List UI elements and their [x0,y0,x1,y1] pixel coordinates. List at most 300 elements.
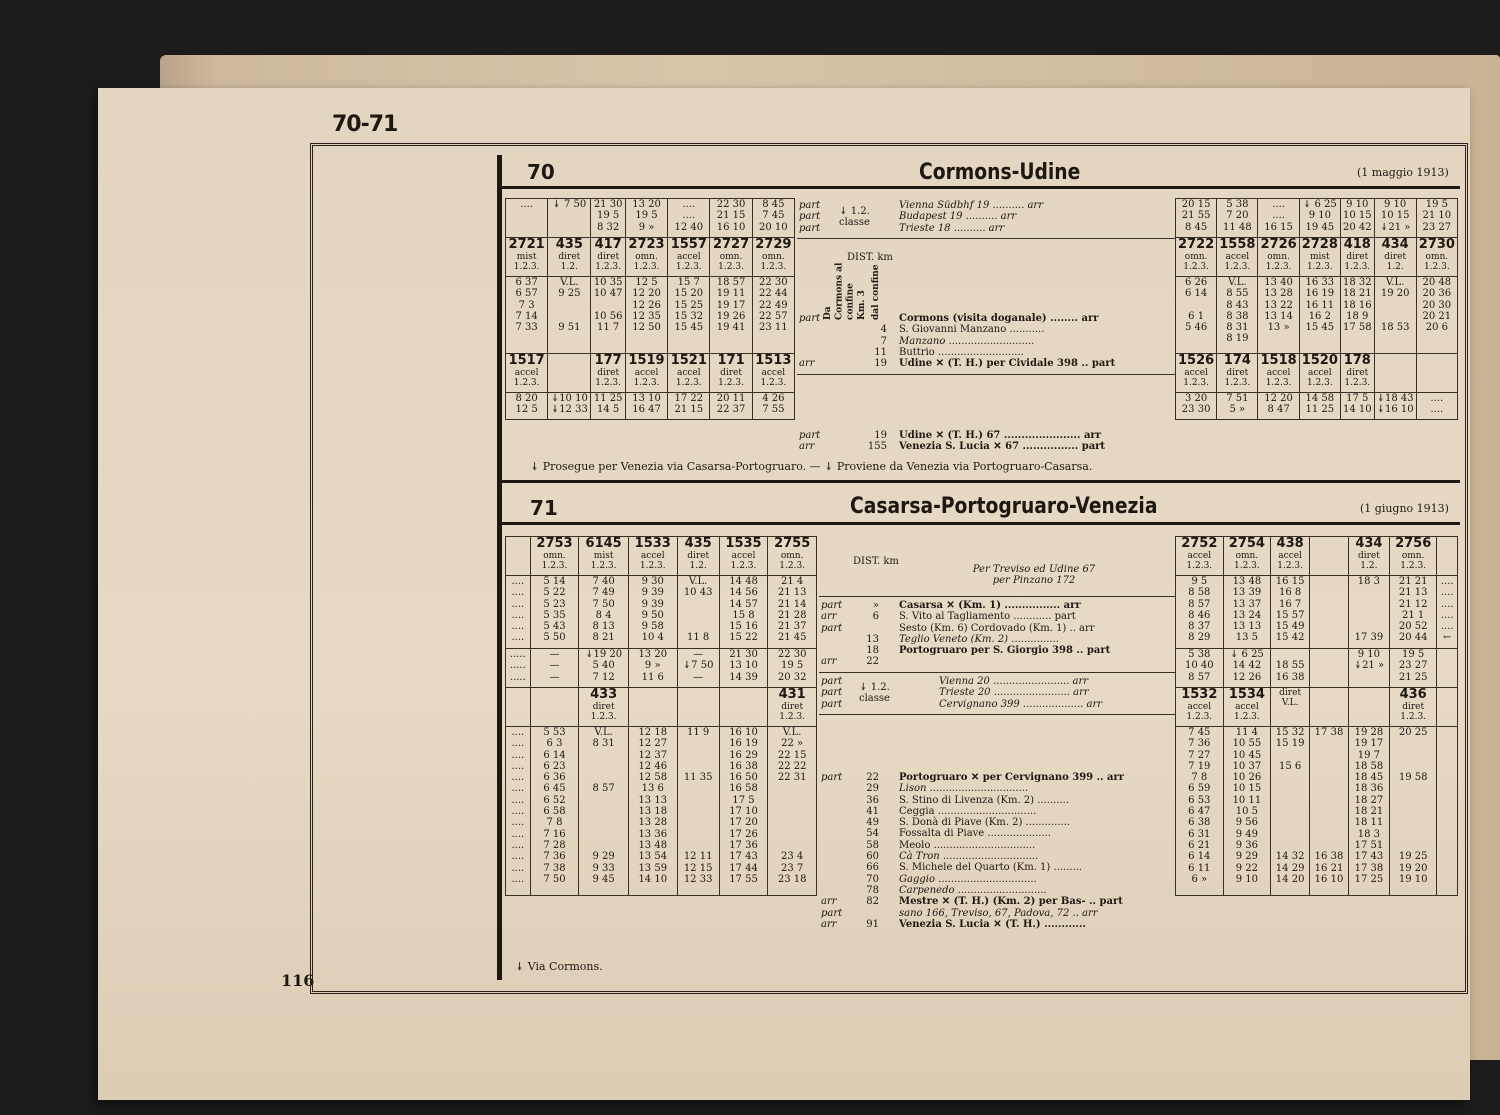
train-header-row [506,354,795,393]
train-header [1223,688,1271,727]
station-s-dona: S. Donà di Piave (Km. 2) .............. [899,817,1071,829]
t70-note: ↡ Prosegue per Venezia via Casarsa-Portogruaro. — ↡ Proviene da Venezia via Portogruaro-Casarsa. [530,460,1093,473]
train-kind: accel [640,551,665,561]
train-cls: 1.2.3. [1186,561,1213,571]
train-header [1176,354,1217,393]
timetable-cell: 21 30 19 5 8 32 [591,199,626,238]
t70-dist-head: DIST. km [847,252,893,263]
timetable-cell: 9 30 9 39 9 39 9 50 9 58 10 4 [628,576,677,649]
train-header [1258,354,1299,393]
train-num: 434 [1381,237,1409,252]
train-kind: omn. [762,252,785,262]
station-portogruaro: Portogruaro per S. Giorgio 398 .. part [899,645,1111,657]
timetable-cell: 18 57 19 11 19 17 19 26 19 41 [710,277,752,354]
t71-intro [919,564,1149,587]
station-ceggia: Ceggia ............................... [899,805,1037,817]
timetable-cell: 22 30 21 15 16 10 [710,199,752,238]
timetable-cell: 21 4 21 13 21 14 21 28 21 37 21 45 [768,576,817,649]
train-kind: diret [687,551,710,561]
train-cls: 1.2.3. [1306,262,1333,272]
timetable-cell: 18 32 18 21 18 16 18 9 17 58 [1340,277,1374,354]
train-kind: diret [1346,252,1369,262]
train-num: 438 [1276,536,1304,551]
timetable-cell: 13 40 13 28 13 22 13 14 13 » [1258,277,1299,354]
train-kind: diret [1346,368,1369,378]
train-header [530,537,579,576]
timetable-cell: V.L. 9 25 9 51 [548,277,591,354]
train-num: 2726 [1260,237,1297,252]
timetable-cell: 9 10 ↡21 » [1348,649,1389,688]
t70-top-class: ↡ 1.2. classe [839,206,870,229]
times-row [506,199,795,238]
t70-bottom-pa: part arr [799,430,821,453]
timetable-cell: 11 9 11 35 12 11 12 15 12 33 [677,727,719,896]
t71-left-table [505,536,817,896]
times-row [506,649,817,688]
t70-dist-col: dal confine [871,264,881,320]
train-cls: 1.2.3. [633,262,660,272]
train-num: 1519 [628,353,665,368]
train-num: 1533 [634,536,671,551]
train-header-row [506,688,817,727]
timetable-cell: 20 48 20 36 20 30 20 21 20 6 [1416,277,1457,354]
train-header [1217,238,1258,277]
timetable-cell: — — — [530,649,579,688]
train-cls: 1.2.3. [590,561,617,571]
station-buttrio: Buttrio ........................... [899,346,1024,358]
timetable-cell: 18 3 17 39 [1348,576,1389,649]
train-cls: 1.2.3. [541,561,568,571]
timetable-cell: .... .... [1416,393,1457,420]
t71-pa2: part arr part arr [821,772,843,930]
train-num: 2722 [1178,237,1215,252]
train-kind: accel [676,368,701,378]
train-header [677,537,719,576]
train-cls: 1.2.3. [1234,712,1260,722]
t70-title: Cormons-Udine [919,160,1081,185]
train-num: 174 [1223,353,1251,368]
times-row [1176,649,1458,688]
train-header [1271,537,1310,576]
train-header [1340,354,1374,393]
timetable-cell: 7 51 5 » [1217,393,1258,420]
timetable-cell [1310,649,1349,688]
train-header [1299,354,1340,393]
times-row [506,576,817,649]
train-num: 1518 [1260,353,1297,368]
train-kind: mist [1309,252,1330,262]
timetable-cell: 12 20 8 47 [1258,393,1299,420]
train-cls: 1.2. [689,561,707,571]
timetable-cell: .... .... .... .... .... .... [506,576,531,649]
t71-pa: part arr part arr [821,600,843,668]
timetable-cell: 5 53 6 3 6 14 6 23 6 36 6 45 6 52 6 58 7 8 7 16 7 28 7 36 7 38 7 50 [530,727,579,896]
t71-stations [899,600,1110,656]
train-kind: diret [781,702,804,712]
timetable-cell: V.L. 10 43 11 8 [677,576,719,649]
train-kind: omn. [635,252,658,262]
train-kind: diret [720,368,742,378]
times-row [1176,277,1458,354]
station-manzano: Manzano ........................... [899,335,1035,347]
train-header [719,537,768,576]
train-kind: diret [597,252,620,262]
train-num: 171 [717,353,745,368]
train-header [579,688,629,727]
train-num: 178 [1343,353,1371,368]
train-num: 433 [590,687,618,702]
timetable-cell: 17 38 16 38 16 21 16 10 [1310,727,1349,896]
train-header [1310,537,1349,576]
t70-stations [899,313,1115,369]
train-cls: 1.2.3. [718,378,744,388]
train-cls: 1.2.3. [1186,712,1213,722]
train-cls: 1.2.3. [1183,378,1209,388]
train-kind: omn. [1267,252,1290,262]
t70-bottom-stations [899,430,1105,453]
train-cls: 1.2. [1360,561,1378,571]
train-num: 2753 [536,536,573,551]
times-row [506,277,795,354]
t71-mid-stations [939,676,1102,710]
train-kind: accel [1225,252,1250,262]
timetable-cell: 20 15 21 55 8 45 [1176,199,1217,238]
train-header [591,354,626,393]
train-header [1176,688,1224,727]
timetable-cell: ↡ 6 25 14 42 12 26 [1223,649,1271,688]
train-num: 1521 [670,353,707,368]
train-cls: 1.2.3. [513,378,540,388]
train-num: 1526 [1178,353,1215,368]
timetable-cell: 21 21 21 13 21 12 21 1 20 52 20 44 [1389,576,1437,649]
train-num: 435 [684,536,712,551]
train-kind: mist [516,252,537,262]
train-cls: 1.2.3. [760,262,787,272]
train-cls: 1.2.3. [595,262,622,272]
train-header [1271,688,1310,727]
train-kind: diret [592,702,615,712]
timetable-cell: 9 10 10 15 20 42 [1340,199,1374,238]
train-num: 2727 [712,237,750,252]
train-num: 431 [778,687,806,702]
train-header [591,238,626,277]
train-cls: 1.2.3. [1344,378,1371,388]
timetable-cell: .... .... 12 40 [668,199,710,238]
train-num: 1513 [755,353,792,368]
train-num: 434 [1355,536,1383,551]
timetable-cell [1437,649,1458,688]
train-cls: 1.2.3. [760,378,787,388]
train-header [530,688,579,727]
timetable-cell: 15 32 15 19 15 6 14 32 14 29 14 20 [1271,727,1310,896]
timetable-cell: 12 18 12 27 12 37 12 46 12 58 13 6 13 13 13 18 13 28 13 36 13 48 13 54 13 59 14 10 [628,727,677,896]
train-num: 1558 [1219,237,1256,252]
train-num: 1517 [508,353,545,368]
timetable-cell: 19 5 21 10 23 27 [1416,199,1457,238]
train-kind: accel [1187,551,1212,561]
times-row [506,393,795,420]
train-cls: 1.2.3. [1234,561,1260,571]
timetable-cell [1310,576,1349,649]
train-cls: 1.2. [560,262,578,272]
t71-date: (1 giugno 1913) [1360,502,1449,515]
train-num: 2756 [1395,536,1432,551]
station-venezia: Venezia S. Lucia ✕ (T. H.) ............ [899,918,1086,930]
train-cls: 1.2.3. [1265,262,1292,272]
t70-km: 4 7 11 19 [874,324,887,370]
train-header-row [1176,537,1458,576]
timetable-cell: 22 30 19 5 20 32 [768,649,817,688]
t70-header-rule [502,186,1460,189]
train-num: 177 [594,353,622,368]
timetable-cell: 20 25 19 58 19 25 19 20 19 10 [1389,727,1437,896]
t71-dist-head: DIST. km [853,556,899,567]
timetable-cell: 11 25 14 5 [591,393,626,420]
timetable-cell: V.L. 8 31 8 57 9 29 9 33 9 45 [579,727,629,896]
station-portogruaro-2: Portogruaro ✕ per Cervignano 399 .. arr [899,772,1125,783]
train-header [506,537,531,576]
t70-bottom-km: 19 155 [867,430,887,453]
train-num: 2721 [508,237,545,252]
train-header [768,537,817,576]
t70-date: (1 maggio 1913) [1357,166,1449,179]
timetable-cell: 7 45 7 36 7 27 7 19 7 8 6 59 6 53 6 47 6 38 6 31 6 21 6 14 6 11 6 » [1176,727,1224,896]
station-meolo: Meolo ................................ [899,839,1036,851]
timetable-cell: 8 20 12 5 [506,393,548,420]
t70-top-station: Trieste 18 .......... arr [899,222,1005,234]
timetable-cell: 9 5 8 58 8 57 8 46 8 37 8 29 [1176,576,1224,649]
train-header [628,537,677,576]
train-kind: diret [1357,551,1380,561]
timetable-cell: ↡10 10 ↡12 33 [548,393,591,420]
timetable-cell [1437,727,1458,896]
t71-mid-pa: part part part [821,676,843,710]
train-kind: diret [1402,702,1425,712]
train-kind: diret [558,252,581,262]
timetable-cell: 19 5 23 27 21 25 [1389,649,1437,688]
times-row [1176,727,1458,896]
train-header [1176,238,1217,277]
train-header [677,688,719,727]
t71-title: Casarsa-Portogruaro-Venezia [850,494,1158,519]
timetable-cell: ↡ 6 25 9 10 19 45 [1299,199,1340,238]
train-header [1389,688,1437,727]
timetable-cell: 5 38 7 20 11 48 [1217,199,1258,238]
train-num: 1532 [1181,687,1218,702]
t71-number: 71 [530,496,558,520]
t71-intro-line: Per Treviso ed Udine 67 [972,564,1096,575]
train-cls: 1.2.3. [590,712,617,722]
timetable-cell: 17 22 21 15 [668,393,710,420]
times-row [1176,393,1458,420]
timetable-cell: V.L. 19 20 18 53 [1374,277,1416,354]
timetable-cell: 19 28 19 17 19 7 18 58 18 45 18 36 18 27 18 21 18 11 18 3 17 51 17 43 17 38 17 25 [1348,727,1389,896]
t71-note: ↡ Via Cormons. [515,960,603,973]
page-number-top: 70-71 [332,112,398,137]
train-kind: omn. [780,551,804,561]
train-num: 436 [1399,687,1427,702]
t70-top-stations [899,200,1043,234]
train-num: 2730 [1418,237,1455,252]
t71-stations2 [899,772,1124,930]
train-kind: accel [731,551,756,561]
train-header [1374,238,1416,277]
t70-right-table [1175,198,1458,420]
train-cls: 1.2.3. [1224,378,1251,388]
train-header [1223,537,1271,576]
train-num: 2752 [1181,536,1218,551]
train-cls: 1.2.3. [1423,262,1450,272]
station-ca-tron: Cà Tron .............................. [899,851,1039,863]
t71-km: » 6 13 18 22 [866,600,879,668]
train-header [1299,238,1340,277]
train-kind: accel [1187,702,1212,712]
train-header [1348,688,1389,727]
train-header [548,238,591,277]
timetable-cell: .... [506,199,548,238]
timetable-cell: ↡ 7 50 [548,199,591,238]
train-cls: 1.2.3. [730,561,757,571]
train-kind: omn. [1401,551,1425,561]
train-cls: 1.2. [1386,262,1404,272]
station-s-giovanni-manzano: S. Giovanni Manzano ........... [899,324,1045,336]
train-header [506,238,548,277]
train-header [1217,354,1258,393]
train-header [1416,238,1457,277]
train-header [710,354,752,393]
train-cls: 1.2.3. [1277,561,1303,571]
train-header-row [1176,238,1458,277]
train-kind: mist [593,551,614,561]
station-sesto: Sesto (Km. 6) Cordovado (Km. 1) .. arr [899,622,1095,634]
timetable-cell: 13 20 19 5 9 » [625,199,667,238]
station-lison: Lison ............................... [899,783,1029,795]
t71-center [819,536,1175,952]
train-kind: accel [514,368,539,378]
train-num: 2755 [774,536,811,551]
train-num: 417 [594,237,622,252]
train-header-row [506,537,817,576]
train-num: 1534 [1228,687,1265,702]
train-kind: accel [1307,368,1332,378]
train-kind: diret [1226,368,1249,378]
train-header [506,688,531,727]
timetable-cell: .... .... 16 15 [1258,199,1299,238]
timetable-cell: 17 5 14 10 [1340,393,1374,420]
train-kind: omn. [719,252,743,262]
train-header [1437,688,1458,727]
times-row [1176,199,1458,238]
train-kind: accel [761,368,786,378]
timetable-cell: 11 4 10 55 10 45 10 37 10 26 10 15 10 11 10 5 9 56 9 49 9 36 9 29 9 22 9 10 [1223,727,1271,896]
train-header [628,688,677,727]
timetable-cell: 21 30 13 10 14 39 [719,649,768,688]
train-num: 6145 [585,536,622,551]
timetable-cell: 10 35 10 47 10 56 11 7 [591,277,626,354]
train-header [548,354,591,393]
train-kind: diret [597,368,620,378]
timetable-cell: ..... ..... ..... [506,649,531,688]
t71-mid-class: ↡ 1.2. classe [859,682,890,705]
train-header [1258,238,1299,277]
section-marker-bar [497,155,502,980]
timetable-cell: 13 48 13 39 13 37 13 24 13 13 13 5 [1223,576,1271,649]
station-s-michele: S. Michele del Quarto (Km. 1) ......... [899,862,1083,874]
timetable-cell: ↡18 43 ↡16 10 [1374,393,1416,420]
timetable-cell: 6 37 6 57 7 3 7 14 7 33 [506,277,548,354]
t71-mid-station: Vienna 20 ........................ arr [939,676,1089,687]
t71-right-table [1175,536,1458,896]
train-kind: accel [634,368,659,378]
train-num: 2723 [628,237,665,252]
train-num: 2729 [755,237,792,252]
train-cls: V.L. [1281,698,1299,708]
train-header [1348,537,1389,576]
t70-center [797,198,1175,454]
train-cls: 1.2.3. [718,262,744,272]
t71-header-rule [502,522,1460,525]
train-cls: 1.2.3. [1400,712,1427,722]
timetable-cell: 8 45 7 45 20 10 [752,199,794,238]
train-header [752,238,794,277]
train-header [625,354,667,393]
station-fossalta: Fossalta di Piave .................... [899,828,1051,840]
timetable-cell: 16 33 16 19 16 11 16 2 15 45 [1299,277,1340,354]
train-num: 1557 [670,237,707,252]
train-kind: accel [1184,368,1208,378]
train-cls: 1.2.3. [595,378,622,388]
train-header [768,688,817,727]
train-kind: omn. [1235,551,1259,561]
train-kind: accel [1266,368,1291,378]
timetable-cell: 5 38 10 40 8 57 [1176,649,1224,688]
train-num: 2754 [1228,536,1265,551]
timetable-cell: 5 14 5 22 5 23 5 35 5 43 5 50 [530,576,579,649]
train-header [1176,537,1224,576]
station-udine: Udine ✕ (T. H.) per Cividale 398 .. part [899,358,1116,370]
train-cls: 1.2.3. [1224,262,1251,272]
station-cormons: Cormons (visita doganale) ........ arr [899,313,1099,324]
t71-intro-line: per Pinzano 172 [992,575,1076,587]
station-teglio: Teglio Veneto (Km. 2) ............... [899,633,1059,645]
train-cls: 1.2.3. [779,561,806,571]
train-cls: 1.2.3. [675,262,702,272]
t70-pa: part arr [799,313,821,370]
train-num: 435 [555,237,583,252]
timetable-cell: V.L. 8 55 8 43 8 38 8 31 8 19 [1217,277,1258,354]
train-num: 2728 [1301,237,1338,252]
t71-km2: 22 29 36 41 49 54 58 60 66 70 78 82 91 [866,772,879,930]
page-number-bottom: 116 [281,971,315,990]
timetable-cell: .... .... .... .... .... .... .... .... .... .... .... .... .... .... [506,727,531,896]
train-kind: accel [676,252,701,262]
times-row [506,727,817,896]
timetable-cell: 16 10 16 19 16 29 16 38 16 50 16 58 17 5 17 10 17 20 17 26 17 36 17 43 17 44 17 55 [719,727,768,896]
timetable-cell: ↡19 20 5 40 7 12 [579,649,629,688]
t70-number: 70 [527,160,555,184]
t70-top-pa: part part part [799,200,821,234]
train-num: 1520 [1301,353,1338,368]
train-header [579,537,629,576]
station-casarsa: Casarsa ✕ (Km. 1) ................ arr [899,600,1081,611]
timetable-cell: 4 26 7 55 [752,393,794,420]
train-kind: diret [1279,688,1302,698]
station-gaggio: Gaggio ............................... [899,873,1037,885]
train-header-row [506,238,795,277]
t70-dist-from: Da Cormons al confine Km. 3 [823,262,867,320]
train-cls: 1.2.3. [1306,378,1333,388]
train-cls: 1.2.3. [1265,378,1292,388]
